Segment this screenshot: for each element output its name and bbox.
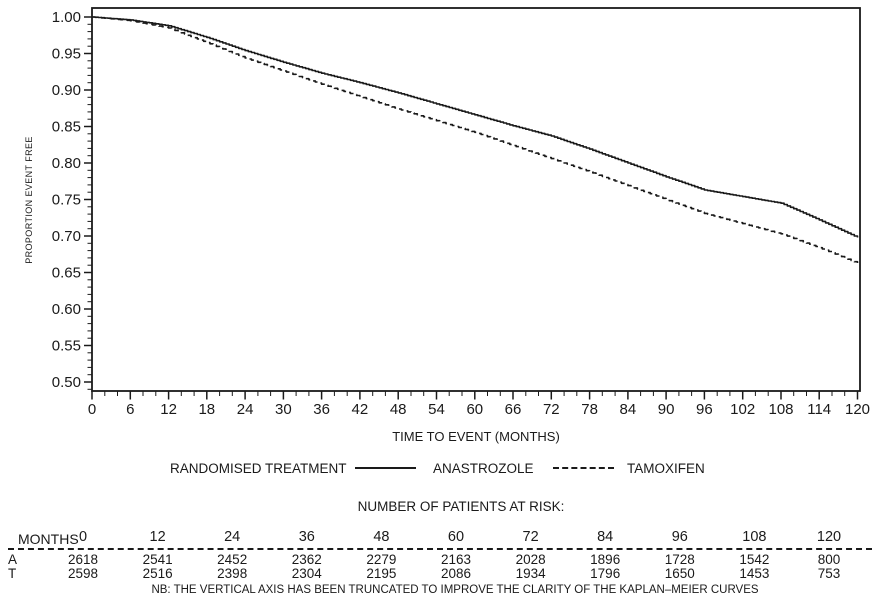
x-tick-label: 66 — [504, 401, 522, 418]
risk-month-header: 84 — [597, 529, 614, 545]
y-tick-label: 0.70 — [51, 228, 81, 245]
x-tick-label: 48 — [389, 401, 407, 418]
risk-count-anastrozole: 1728 — [664, 552, 695, 567]
x-tick-label: 0 — [87, 401, 97, 418]
risk-row-label-t: T — [8, 566, 17, 581]
risk-count-tamoxifen: 2195 — [366, 566, 397, 581]
legend-title: RANDOMISED TREATMENT — [170, 461, 347, 476]
legend-label-anastrozole: ANASTROZOLE — [433, 461, 534, 476]
y-tick-label: 0.65 — [51, 264, 81, 282]
x-tick-label: 36 — [313, 401, 330, 418]
x-tick-label: 102 — [730, 401, 756, 418]
risk-table-title: NUMBER OF PATIENTS AT RISK: — [357, 499, 565, 514]
risk-month-header: 24 — [224, 529, 241, 545]
risk-month-header: 60 — [447, 529, 465, 545]
x-tick-label: 6 — [126, 401, 135, 418]
risk-table-divider — [8, 548, 872, 550]
risk-count-tamoxifen: 2304 — [291, 566, 322, 581]
tamoxifen-line-sample — [553, 467, 614, 469]
risk-month-header: 12 — [149, 529, 166, 545]
risk-month-header: 48 — [373, 529, 390, 545]
x-tick-label: 42 — [351, 401, 369, 418]
risk-count-tamoxifen: 2598 — [67, 566, 99, 581]
risk-count-anastrozole: 2452 — [217, 552, 248, 567]
x-tick-label: 54 — [428, 401, 445, 418]
x-tick-label: 84 — [619, 401, 637, 418]
risk-month-header: 108 — [742, 529, 767, 545]
risk-row-a — [0, 552, 896, 566]
risk-month-header: 72 — [522, 529, 539, 545]
risk-count-anastrozole: 800 — [817, 552, 841, 567]
x-tick-label: 90 — [657, 401, 675, 418]
y-tick-label: 0.85 — [51, 118, 81, 136]
risk-count-anastrozole: 1542 — [739, 552, 770, 567]
x-tick-label: 30 — [275, 401, 292, 418]
risk-count-anastrozole: 2618 — [67, 552, 99, 567]
risk-count-anastrozole: 2163 — [440, 552, 472, 567]
x-tick-label: 18 — [198, 401, 216, 418]
x-tick-label: 60 — [466, 401, 484, 418]
x-tick-label: 12 — [160, 401, 177, 418]
risk-months-row — [0, 529, 896, 543]
risk-count-anastrozole: 2541 — [142, 552, 173, 567]
tamoxifen-curve — [92, 17, 858, 263]
plot-frame — [92, 8, 860, 391]
anastrozole-curve — [92, 17, 858, 238]
risk-count-tamoxifen: 2398 — [217, 566, 248, 581]
risk-count-tamoxifen: 1650 — [664, 566, 695, 581]
x-axis-title: TIME TO EVENT (MONTHS) — [392, 429, 560, 444]
y-tick-label: 0.80 — [51, 155, 81, 172]
y-tick-label: 0.55 — [51, 337, 81, 355]
risk-count-tamoxifen: 1453 — [739, 566, 770, 581]
risk-count-anastrozole: 2028 — [515, 552, 546, 567]
risk-month-header: 36 — [298, 529, 315, 545]
x-tick-label: 24 — [236, 401, 254, 418]
y-axis-title: PROPORTION EVENT FREE — [24, 136, 34, 264]
truncation-note: NB: THE VERTICAL AXIS HAS BEEN TRUNCATED TO IMPROVE THE CLARITY OF THE KAPLAN–MEIER CURVES — [151, 584, 759, 596]
x-tick-label: 108 — [768, 401, 794, 418]
x-tick-label: 72 — [542, 401, 560, 418]
risk-months-label: MONTHS — [18, 531, 79, 547]
legend-label-tamoxifen: TAMOXIFEN — [627, 461, 705, 476]
y-tick-label: 0.95 — [51, 45, 81, 63]
risk-count-anastrozole: 2279 — [366, 552, 397, 567]
x-tick-label: 114 — [807, 401, 832, 418]
risk-row-t — [0, 566, 896, 580]
risk-count-tamoxifen: 753 — [817, 566, 841, 581]
risk-count-anastrozole: 1896 — [590, 552, 621, 567]
anastrozole-line-sample — [355, 467, 416, 469]
risk-row-label-a: A — [8, 552, 18, 567]
y-tick-label: 0.50 — [51, 374, 81, 391]
risk-month-header: 96 — [671, 529, 688, 545]
x-tick-label: 120 — [844, 401, 871, 418]
y-tick-label: 1.00 — [51, 9, 81, 26]
risk-count-tamoxifen: 1934 — [515, 566, 546, 581]
y-tick-label: 0.90 — [51, 82, 81, 99]
risk-count-tamoxifen: 2086 — [440, 566, 472, 581]
y-tick-label: 0.60 — [51, 301, 81, 318]
risk-count-tamoxifen: 1796 — [590, 566, 621, 581]
x-tick-label: 96 — [696, 401, 713, 418]
risk-count-tamoxifen: 2516 — [142, 566, 173, 581]
y-tick-label: 0.75 — [51, 191, 81, 209]
risk-month-header: 0 — [78, 529, 88, 545]
risk-month-header: 120 — [816, 529, 842, 545]
risk-count-anastrozole: 2362 — [291, 552, 322, 567]
x-tick-label: 78 — [581, 401, 598, 418]
